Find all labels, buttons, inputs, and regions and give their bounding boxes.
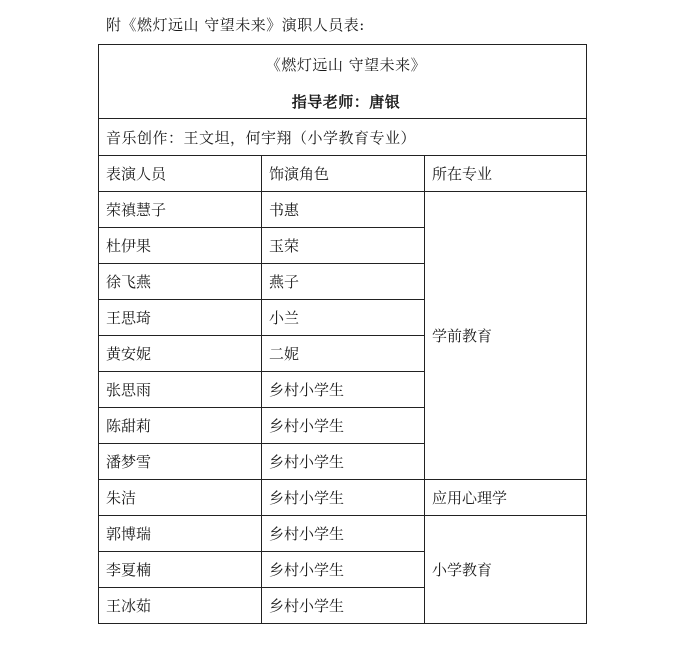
table-row [99,192,587,228]
performer-cell: 陈甜莉 [99,408,262,444]
table-row [99,516,587,552]
role-cell: 乡村小学生 [262,552,425,588]
cast-table [98,44,587,624]
advisor-line: 指导老师：唐银 [291,92,401,111]
role-cell: 乡村小学生 [262,588,425,624]
performer-cell: 王冰茹 [99,588,262,624]
role-cell: 小兰 [262,300,425,336]
intro-text: 附《燃灯远山 守望未来》演职人员表: [106,16,365,34]
header-performer: 表演人员 [99,156,262,192]
major-cell: 应用心理学 [425,480,587,516]
role-cell: 燕子 [262,264,425,300]
header-major: 所在专业 [425,156,587,192]
major-cell: 学前教育 [425,192,587,480]
header-role: 饰演角色 [262,156,425,192]
performer-cell: 杜伊果 [99,228,262,264]
performer-cell: 黄安妮 [99,336,262,372]
performer-cell: 李夏楠 [99,552,262,588]
role-cell: 乡村小学生 [262,516,425,552]
role-cell: 玉荣 [262,228,425,264]
role-cell: 乡村小学生 [262,372,425,408]
role-cell: 二妮 [262,336,425,372]
major-cell: 小学教育 [425,516,587,624]
performer-cell: 郭博瑞 [99,516,262,552]
performer-cell: 朱洁 [99,480,262,516]
role-cell: 乡村小学生 [262,444,425,480]
performer-cell: 潘梦雪 [99,444,262,480]
role-cell: 书惠 [262,192,425,228]
performer-cell: 王思琦 [99,300,262,336]
show-title: 《燃灯远山 守望未来》 [265,55,427,74]
performer-cell: 徐飞燕 [99,264,262,300]
performer-cell: 张思雨 [99,372,262,408]
performer-cell: 荣禛慧子 [99,192,262,228]
title-cell [99,45,587,119]
role-cell: 乡村小学生 [262,480,425,516]
composer-line: 音乐创作：王文坦，何宇翔（小学教育专业） [99,119,587,156]
role-cell: 乡村小学生 [262,408,425,444]
table-row [99,480,587,516]
